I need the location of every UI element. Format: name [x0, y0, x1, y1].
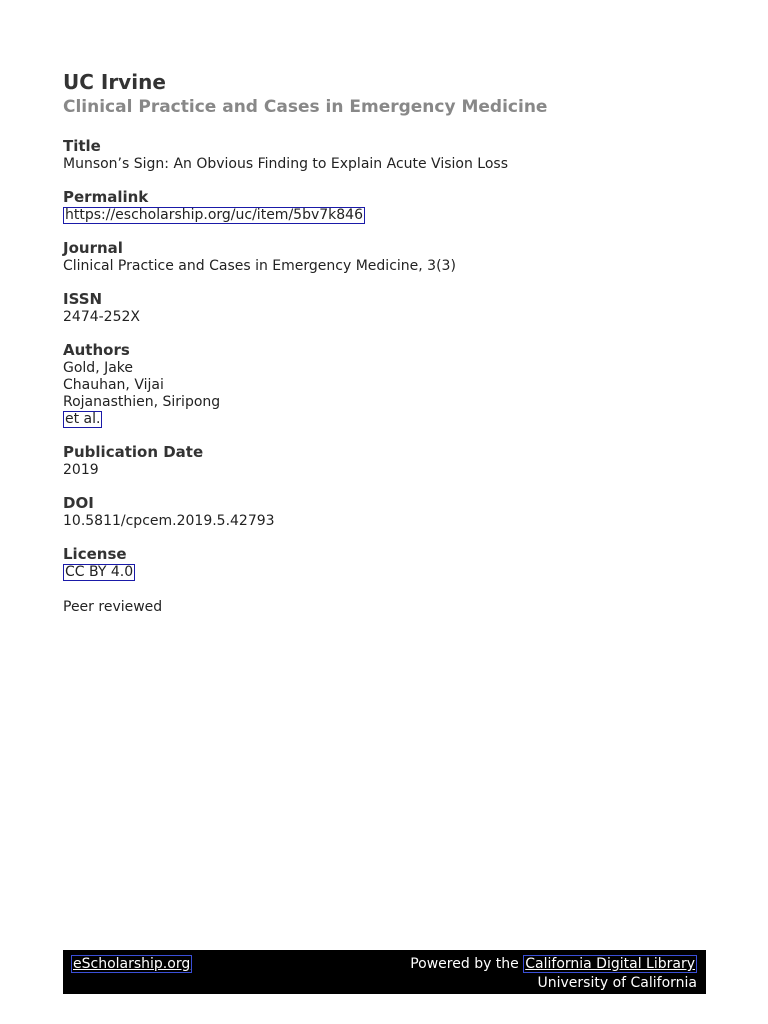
issn-field	[63, 289, 706, 326]
issn-label: ISSN	[63, 290, 103, 308]
escholarship-link[interactable]: eScholarship.org	[73, 956, 191, 972]
doi-value: 10.5811/cpcem.2019.5.42793	[63, 513, 275, 529]
authors-more-link[interactable]: et al.	[65, 411, 101, 427]
journal-field	[63, 238, 706, 275]
permalink-link[interactable]: https://escholarship.org/uc/item/5bv7k846	[65, 207, 363, 223]
author-name: Rojanasthien, Siripong	[63, 394, 221, 410]
license-link[interactable]: CC BY 4.0	[65, 564, 134, 580]
title-label: Title	[63, 137, 101, 155]
author-name: Chauhan, Vijai	[63, 377, 164, 393]
title-field	[63, 136, 706, 173]
powered-by-text: Powered by the	[410, 956, 519, 972]
campus-name: UC Irvine	[63, 70, 166, 94]
cover-page	[63, 68, 706, 616]
license-field	[63, 544, 706, 581]
journal-label: Journal	[63, 239, 123, 257]
university-name: University of California	[537, 975, 697, 991]
cdl-link[interactable]: California Digital Library	[525, 956, 695, 972]
doi-label: DOI	[63, 494, 94, 512]
peer-reviewed-note: Peer reviewed	[63, 599, 163, 615]
permalink-label: Permalink	[63, 188, 149, 206]
authors-field	[63, 340, 706, 428]
doi-field	[63, 493, 706, 530]
permalink-field	[63, 187, 706, 224]
footer-bar	[63, 950, 706, 994]
author-name: Gold, Jake	[63, 360, 134, 376]
authors-label: Authors	[63, 341, 130, 359]
publication-date-field	[63, 442, 706, 479]
title-value: Munson’s Sign: An Obvious Finding to Explain Acute Vision Loss	[63, 156, 508, 172]
journal-value: Clinical Practice and Cases in Emergency Medicine, 3(3)	[63, 258, 456, 274]
license-label: License	[63, 545, 127, 563]
issn-value: 2474-252X	[63, 309, 140, 325]
publication-date-value: 2019	[63, 462, 99, 478]
footer-credit	[410, 955, 697, 993]
publication-date-label: Publication Date	[63, 443, 204, 461]
journal-title: Clinical Practice and Cases in Emergency Medicine	[63, 97, 548, 117]
